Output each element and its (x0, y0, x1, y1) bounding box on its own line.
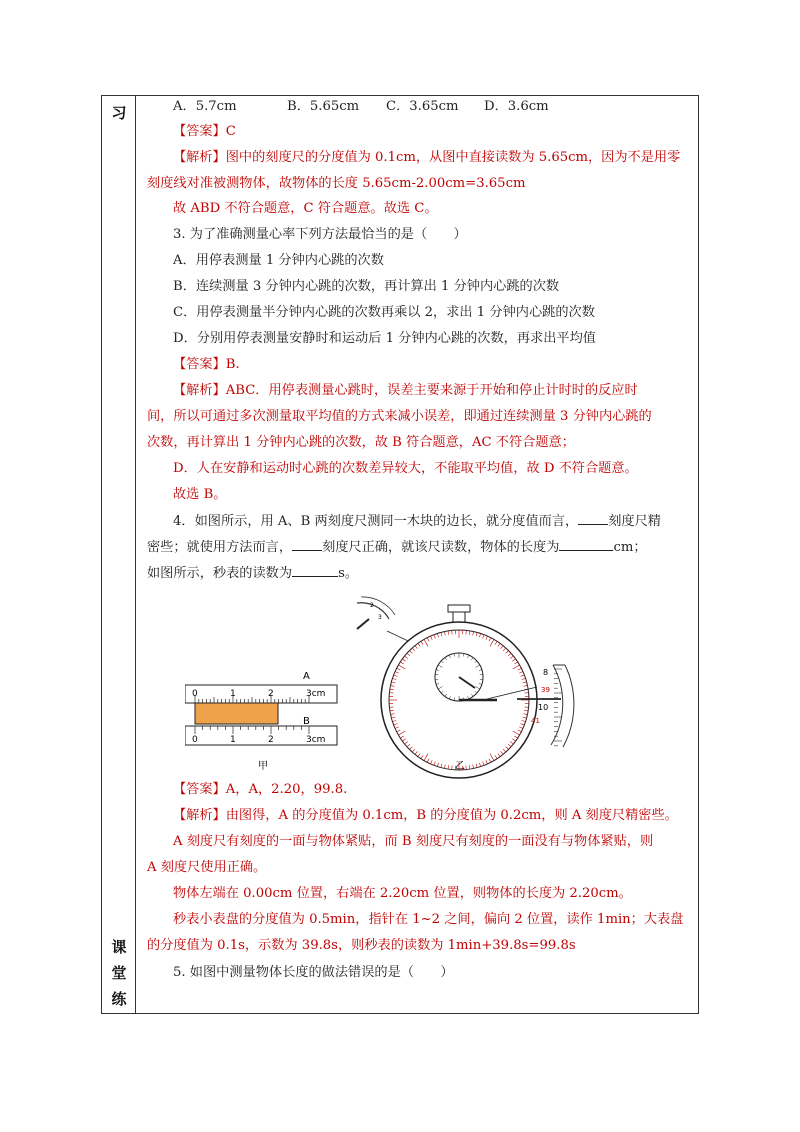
q2-option-d: D．3.6cm (484, 99, 549, 114)
side-label-xi: 习 (111, 104, 127, 122)
ruler-a-tick-1: 1 (230, 689, 236, 699)
q2-options (173, 98, 549, 116)
ruler-b-tick-0: 0 (192, 735, 198, 745)
q3-answer: 【答案】B. (173, 357, 240, 372)
q4-stem-line-1 (173, 512, 661, 531)
q3-analysis-line-1: 【解析】ABC．用停表测量心跳时，误差主要来源于开始和停止计时时的反应时 (173, 383, 638, 398)
ruler-a-tick-0: 0 (192, 689, 198, 699)
q4-blank-1 (578, 512, 608, 525)
ruler-b-tick-3: 3cm (306, 735, 326, 745)
q2-analysis-line-1: 【解析】图中的刻度尺的分度值为 0.1cm，从图中直接读数为 5.65cm，因为不是用零 (173, 150, 681, 165)
side-label-lian: 练 (111, 990, 127, 1008)
q4-stem-2b: 刻度尺正确，就该尺读数，物体的长度为 (322, 540, 560, 555)
stopwatch-crown (448, 605, 470, 612)
q4-stem-line-3 (147, 564, 358, 583)
q4-stem-1b: 刻度尺精 (608, 514, 661, 529)
q4-stem-1a: 4．如图所示，用 A、B 两刻度尺测同一木块的边长，就分度值而言， (173, 514, 579, 529)
ruler-a-tick-2: 2 (268, 689, 274, 699)
stopwatch-figure (347, 595, 587, 785)
q4-blank-3 (559, 538, 613, 551)
q4-analysis-line-5: 秒表小表盘的分度值为 0.5min，指针在 1~2 之间，偏向 2 位置，读作 1min；大表盘 (173, 912, 684, 927)
q4-analysis-line-4: 物体左端在 0.00cm 位置，右端在 2.20cm 位置，则物体的长度为 2.20cm。 (173, 886, 632, 901)
q4-analysis-line-1: 【解析】由图得，A 的分度值为 0.1cm，B 的分度值为 0.2cm，则 A 刻度尺精密些。 (173, 808, 678, 823)
q4-stem-3a: 如图所示，秒表的读数为 (147, 566, 293, 581)
q4-blank-2 (292, 538, 322, 551)
zoom-mark-10: 10 (538, 703, 549, 712)
ruler-b-tick-1: 1 (230, 735, 236, 745)
second-zoom-arc (551, 665, 563, 745)
q2-analysis-line-2: 刻度线对准被测物体，故物体的长度 5.65cm-2.00cm=3.65cm (147, 176, 526, 191)
caption-right: 乙 (455, 761, 465, 772)
q4-answer: 【答案】A，A，2.20，99.8. (173, 782, 348, 797)
side-label-tang: 堂 (111, 964, 127, 982)
q4-analysis-line-3: A 刻度尺使用正确。 (147, 860, 267, 875)
caption-left: 甲 (258, 761, 268, 772)
zoom-mark-41: 41 (531, 717, 540, 725)
q4-stem-line-2 (147, 538, 647, 557)
ruler-a-label: A (303, 671, 310, 682)
q2-answer: 【答案】C (173, 124, 236, 139)
q3-analysis-line-4: D．人在安静和运动时心跳的次数差异较大，不能取平均值，故 D 不符合题意。 (173, 461, 638, 476)
q2-option-b: B．5.65cm (287, 99, 360, 114)
small-dial-zoom-needle (357, 619, 369, 629)
q3-analysis-line-3: 次数，再计算出 1 分钟内心跳的次数，故 B 符合题意，AC 不符合题意； (147, 435, 575, 450)
q2-option-a: A．5.7cm (173, 99, 237, 114)
q4-stem-3b: s。 (338, 566, 359, 581)
small-dial-mark-3: 3 (378, 614, 382, 621)
q4-analysis-line-2: A 刻度尺有刻度的一面与物体紧贴，而 B 刻度尺有刻度的一面没有与物体紧贴，则 (173, 834, 654, 849)
q2-option-c: C．3.65cm (386, 99, 459, 114)
q3-analysis-line-2: 间，所以可通过多次测量取平均值的方式来减小误差，即通过连续测量 3 分钟内心跳的 (147, 409, 652, 424)
q4-blank-4 (292, 564, 338, 577)
zoom-mark-8: 8 (543, 668, 549, 677)
q2-analysis-line-3: 故 ABD 不符合题意，C 符合题意。故选 C。 (173, 201, 438, 216)
q3-option-d: D．分别用停表测量安静时和运动后 1 分钟内心跳的次数，再求出平均值 (173, 331, 596, 346)
q3-option-a: A．用停表测量 1 分钟内心跳的次数 (173, 253, 384, 268)
q3-option-b: B．连续测量 3 分钟内心跳的次数，再计算出 1 分钟内心跳的次数 (173, 279, 560, 294)
q4-analysis-line-6: 的分度值为 0.1s，示数为 39.8s，则秒表的读数为 1min+39.8s=99.8s (147, 938, 576, 953)
q4-stem-2c: cm； (613, 540, 647, 555)
q3-analysis-line-5: 故选 B。 (173, 487, 227, 502)
wood-block (195, 703, 278, 724)
ruler-b-label: B (303, 716, 310, 727)
q3-stem: 3. 为了准确测量心率下列方法最恰当的是（ ） (173, 227, 467, 242)
q4-stem-2a: 密些；就使用方法而言， (147, 540, 293, 555)
ruler-a-tick-3: 3cm (306, 689, 326, 699)
ruler-b-tick-2: 2 (268, 735, 274, 745)
q3-option-c: C．用停表测量半分钟内心跳的次数再乘以 2，求出 1 分钟内心跳的次数 (173, 305, 595, 320)
small-dial-mark-2: 2 (370, 602, 374, 609)
side-label-ke: 课 (111, 938, 127, 956)
zoom-mark-39: 39 (541, 686, 550, 694)
q5-stem: 5. 如图中测量物体长度的做法错误的是（ ） (173, 965, 454, 980)
side-column (102, 96, 136, 1013)
